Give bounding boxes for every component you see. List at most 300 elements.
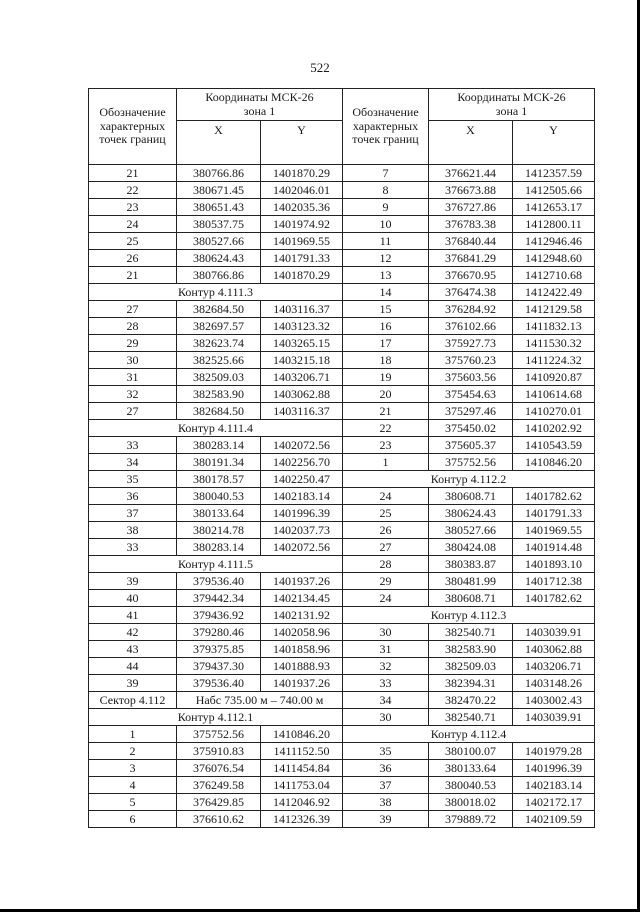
- x-column-header: X: [429, 121, 513, 165]
- point-id-cell: 23: [89, 199, 177, 216]
- contour-title-row: [89, 284, 343, 301]
- x-coordinate-cell: 380214.78: [177, 522, 261, 539]
- x-coordinate-cell: 376621.44: [429, 165, 513, 182]
- table-row: [89, 369, 343, 386]
- y-coordinate-cell: 1412800.11: [513, 216, 595, 233]
- y-coordinate-cell: 1403039.91: [513, 624, 595, 641]
- point-id-cell: 24: [343, 488, 429, 505]
- point-id-cell: 27: [89, 403, 177, 420]
- contour-title-row: [89, 556, 343, 573]
- x-coordinate-cell: 379280.46: [177, 624, 261, 641]
- table-row: [89, 573, 343, 590]
- point-id-cell: 43: [89, 641, 177, 658]
- point-id-cell: 39: [343, 811, 429, 828]
- y-coordinate-cell: 1401996.39: [513, 760, 595, 777]
- y-coordinate-cell: 1410270.01: [513, 403, 595, 420]
- point-id-cell: 37: [343, 777, 429, 794]
- table-row: [343, 556, 595, 573]
- x-coordinate-cell: 380671.45: [177, 182, 261, 199]
- y-column-header: Y: [513, 121, 595, 165]
- x-coordinate-cell: 375297.46: [429, 403, 513, 420]
- contour-title: Контур 4.112.1: [89, 709, 343, 726]
- y-coordinate-cell: 1410202.92: [513, 420, 595, 437]
- point-id-cell: 33: [89, 437, 177, 454]
- coordinate-system-header: Координаты МСК-26 зона 1: [177, 89, 343, 121]
- y-coordinate-cell: 1403265.15: [261, 335, 343, 352]
- table-row: [343, 233, 595, 250]
- point-id-cell: 26: [343, 522, 429, 539]
- y-coordinate-cell: 1402109.59: [513, 811, 595, 828]
- x-coordinate-cell: 380283.14: [177, 437, 261, 454]
- table-row: [89, 743, 343, 760]
- point-id-cell: 28: [89, 318, 177, 335]
- y-coordinate-cell: 1402072.56: [261, 437, 343, 454]
- point-id-cell: 24: [89, 216, 177, 233]
- x-coordinate-cell: 380624.43: [177, 250, 261, 267]
- table-row: [343, 675, 595, 692]
- point-id-cell: 29: [343, 573, 429, 590]
- y-coordinate-cell: 1401893.10: [513, 556, 595, 573]
- table-row: [89, 318, 343, 335]
- table-row: [343, 709, 595, 726]
- x-coordinate-cell: 376102.66: [429, 318, 513, 335]
- table-row: [343, 369, 595, 386]
- y-coordinate-cell: 1401979.28: [513, 743, 595, 760]
- table-row: [89, 522, 343, 539]
- point-id-cell: 23: [343, 437, 429, 454]
- y-coordinate-cell: 1402134.45: [261, 590, 343, 607]
- y-coordinate-cell: 1412129.58: [513, 301, 595, 318]
- x-coordinate-cell: 382684.50: [177, 403, 261, 420]
- x-coordinate-cell: 380283.14: [177, 539, 261, 556]
- y-column-header: Y: [261, 121, 343, 165]
- point-id-cell: 32: [89, 386, 177, 403]
- y-coordinate-cell: 1402131.92: [261, 607, 343, 624]
- x-coordinate-cell: 379436.92: [177, 607, 261, 624]
- x-coordinate-cell: 375752.56: [177, 726, 261, 743]
- x-coordinate-cell: 380651.43: [177, 199, 261, 216]
- contour-title-row: [343, 607, 595, 624]
- point-id-cell: 7: [343, 165, 429, 182]
- x-coordinate-cell: 380191.34: [177, 454, 261, 471]
- table-body-right: [343, 165, 595, 828]
- point-id-cell: 21: [89, 267, 177, 284]
- contour-title: Контур 4.111.3: [89, 284, 343, 301]
- y-coordinate-cell: 1412505.66: [513, 182, 595, 199]
- y-coordinate-cell: 1412710.68: [513, 267, 595, 284]
- table-row: [89, 777, 343, 794]
- x-coordinate-cell: 380537.75: [177, 216, 261, 233]
- point-id-cell: 8: [343, 182, 429, 199]
- table-row: [89, 199, 343, 216]
- y-coordinate-cell: 1403206.71: [513, 658, 595, 675]
- y-coordinate-cell: 1412357.59: [513, 165, 595, 182]
- y-coordinate-cell: 1401888.93: [261, 658, 343, 675]
- y-coordinate-cell: 1401791.33: [513, 505, 595, 522]
- y-coordinate-cell: 1401782.62: [513, 488, 595, 505]
- y-coordinate-cell: 1401937.26: [261, 573, 343, 590]
- y-coordinate-cell: 1411832.13: [513, 318, 595, 335]
- point-id-cell: 44: [89, 658, 177, 675]
- point-id-cell: 35: [89, 471, 177, 488]
- point-designation-header: Обозначение характерных точек границ: [89, 89, 177, 165]
- y-coordinate-cell: 1412422.49: [513, 284, 595, 301]
- y-coordinate-cell: 1402183.14: [261, 488, 343, 505]
- x-coordinate-cell: 380040.53: [429, 777, 513, 794]
- table-row: [89, 590, 343, 607]
- sector-row: [89, 692, 343, 709]
- point-id-cell: 30: [89, 352, 177, 369]
- y-coordinate-cell: 1410846.20: [513, 454, 595, 471]
- y-coordinate-cell: 1403148.26: [513, 675, 595, 692]
- y-coordinate-cell: 1403116.37: [261, 403, 343, 420]
- y-coordinate-cell: 1412653.17: [513, 199, 595, 216]
- x-coordinate-cell: 376840.44: [429, 233, 513, 250]
- point-id-cell: 14: [343, 284, 429, 301]
- y-coordinate-cell: 1403002.43: [513, 692, 595, 709]
- point-id-cell: 32: [343, 658, 429, 675]
- x-coordinate-cell: 382623.74: [177, 335, 261, 352]
- table-row: [343, 505, 595, 522]
- point-id-cell: 25: [343, 505, 429, 522]
- table-row: [89, 386, 343, 403]
- y-coordinate-cell: 1403062.88: [261, 386, 343, 403]
- point-id-cell: 26: [89, 250, 177, 267]
- point-id-cell: 24: [343, 590, 429, 607]
- coordinates-table-left: [88, 88, 343, 828]
- x-coordinate-cell: 375752.56: [429, 454, 513, 471]
- coordinates-table-right: [342, 88, 595, 828]
- table-row: [89, 811, 343, 828]
- y-coordinate-cell: 1412046.92: [261, 794, 343, 811]
- y-coordinate-cell: 1402035.36: [261, 199, 343, 216]
- x-coordinate-cell: 376673.88: [429, 182, 513, 199]
- table-row: [89, 233, 343, 250]
- contour-title: Контур 4.111.4: [89, 420, 343, 437]
- table-row: [343, 590, 595, 607]
- point-id-cell: 9: [343, 199, 429, 216]
- point-id-cell: 35: [343, 743, 429, 760]
- x-coordinate-cell: 380133.64: [177, 505, 261, 522]
- x-coordinate-cell: 382540.71: [429, 709, 513, 726]
- y-coordinate-cell: 1403039.91: [513, 709, 595, 726]
- y-coordinate-cell: 1401870.29: [261, 165, 343, 182]
- y-coordinate-cell: 1403116.37: [261, 301, 343, 318]
- point-id-cell: 20: [343, 386, 429, 403]
- table-row: [343, 420, 595, 437]
- x-coordinate-cell: 380608.71: [429, 488, 513, 505]
- x-coordinate-cell: 375910.83: [177, 743, 261, 760]
- table-row: [343, 182, 595, 199]
- table-row: [343, 794, 595, 811]
- point-id-cell: 19: [343, 369, 429, 386]
- table-row: [89, 250, 343, 267]
- x-coordinate-cell: 376284.92: [429, 301, 513, 318]
- table-row: [89, 403, 343, 420]
- point-id-cell: 27: [89, 301, 177, 318]
- table-row: [343, 199, 595, 216]
- sector-label: Сектор 4.112: [89, 692, 177, 709]
- x-coordinate-cell: 375760.23: [429, 352, 513, 369]
- table-row: [89, 335, 343, 352]
- contour-title: Контур 4.112.2: [343, 471, 595, 488]
- table-row: [89, 624, 343, 641]
- point-id-cell: 36: [89, 488, 177, 505]
- x-coordinate-cell: 380527.66: [429, 522, 513, 539]
- table-row: [89, 658, 343, 675]
- table-row: [343, 658, 595, 675]
- x-coordinate-cell: 382394.31: [429, 675, 513, 692]
- sector-height-range: Набс 735.00 м – 740.00 м: [177, 692, 343, 709]
- x-coordinate-cell: 380481.99: [429, 573, 513, 590]
- point-id-cell: 28: [343, 556, 429, 573]
- table-row: [89, 726, 343, 743]
- point-id-cell: 38: [343, 794, 429, 811]
- table-row: [343, 335, 595, 352]
- x-coordinate-cell: 375605.37: [429, 437, 513, 454]
- point-id-cell: 37: [89, 505, 177, 522]
- point-id-cell: 11: [343, 233, 429, 250]
- table-row: [343, 250, 595, 267]
- y-coordinate-cell: 1401996.39: [261, 505, 343, 522]
- point-id-cell: 41: [89, 607, 177, 624]
- point-id-cell: 10: [343, 216, 429, 233]
- point-id-cell: 18: [343, 352, 429, 369]
- y-coordinate-cell: 1402058.96: [261, 624, 343, 641]
- table-row: [343, 437, 595, 454]
- table-row: [343, 811, 595, 828]
- y-coordinate-cell: 1402046.01: [261, 182, 343, 199]
- contour-title: Контур 4.112.3: [343, 607, 595, 624]
- table-row: [89, 267, 343, 284]
- x-coordinate-cell: 380040.53: [177, 488, 261, 505]
- y-coordinate-cell: 1402250.47: [261, 471, 343, 488]
- table-row: [89, 165, 343, 182]
- table-row: [343, 488, 595, 505]
- x-coordinate-cell: 382509.03: [429, 658, 513, 675]
- point-designation-header: Обозначение характерных точек границ: [343, 89, 429, 165]
- point-id-cell: 39: [89, 573, 177, 590]
- contour-title-row: [89, 709, 343, 726]
- x-coordinate-cell: 376474.38: [429, 284, 513, 301]
- x-coordinate-cell: 380766.86: [177, 267, 261, 284]
- page-number: 522: [310, 60, 330, 75]
- table-row: [343, 216, 595, 233]
- point-id-cell: 12: [343, 250, 429, 267]
- x-coordinate-cell: 375454.63: [429, 386, 513, 403]
- x-coordinate-cell: 376610.62: [177, 811, 261, 828]
- table-row: [343, 624, 595, 641]
- point-id-cell: 34: [89, 454, 177, 471]
- table-row: [343, 454, 595, 471]
- y-coordinate-cell: 1401782.62: [513, 590, 595, 607]
- x-coordinate-cell: 379536.40: [177, 573, 261, 590]
- table-row: [89, 182, 343, 199]
- x-coordinate-cell: 376727.86: [429, 199, 513, 216]
- point-id-cell: 1: [89, 726, 177, 743]
- point-id-cell: 2: [89, 743, 177, 760]
- table-row: [343, 573, 595, 590]
- point-id-cell: 39: [89, 675, 177, 692]
- x-coordinate-cell: 380018.02: [429, 794, 513, 811]
- y-coordinate-cell: 1401974.92: [261, 216, 343, 233]
- y-coordinate-cell: 1402172.17: [513, 794, 595, 811]
- y-coordinate-cell: 1411224.32: [513, 352, 595, 369]
- x-coordinate-cell: 380424.08: [429, 539, 513, 556]
- x-coordinate-cell: 382583.90: [177, 386, 261, 403]
- point-id-cell: 22: [89, 182, 177, 199]
- point-id-cell: 27: [343, 539, 429, 556]
- x-coordinate-cell: 380133.64: [429, 760, 513, 777]
- x-coordinate-cell: 380527.66: [177, 233, 261, 250]
- point-id-cell: 1: [343, 454, 429, 471]
- point-id-cell: 4: [89, 777, 177, 794]
- y-coordinate-cell: 1411530.32: [513, 335, 595, 352]
- point-id-cell: 3: [89, 760, 177, 777]
- table-row: [89, 505, 343, 522]
- contour-title: Контур 4.111.5: [89, 556, 343, 573]
- y-coordinate-cell: 1411454.84: [261, 760, 343, 777]
- x-coordinate-cell: 382583.90: [429, 641, 513, 658]
- table-row: [343, 760, 595, 777]
- x-coordinate-cell: 375603.56: [429, 369, 513, 386]
- table-row: [343, 522, 595, 539]
- x-coordinate-cell: 382470.22: [429, 692, 513, 709]
- table-row: [89, 675, 343, 692]
- table-row: [343, 301, 595, 318]
- table-row: [343, 692, 595, 709]
- table-row: [89, 641, 343, 658]
- y-coordinate-cell: 1401791.33: [261, 250, 343, 267]
- x-coordinate-cell: 380608.71: [429, 590, 513, 607]
- table-header: [89, 89, 343, 165]
- x-coordinate-cell: 380383.87: [429, 556, 513, 573]
- y-coordinate-cell: 1410614.68: [513, 386, 595, 403]
- x-coordinate-cell: 382509.03: [177, 369, 261, 386]
- y-coordinate-cell: 1403206.71: [261, 369, 343, 386]
- x-coordinate-cell: 376783.38: [429, 216, 513, 233]
- x-coordinate-cell: 380178.57: [177, 471, 261, 488]
- point-id-cell: 6: [89, 811, 177, 828]
- table-row: [343, 267, 595, 284]
- table-row: [89, 437, 343, 454]
- table-row: [343, 777, 595, 794]
- y-coordinate-cell: 1412326.39: [261, 811, 343, 828]
- table-row: [343, 539, 595, 556]
- x-coordinate-cell: 375927.73: [429, 335, 513, 352]
- table-row: [89, 607, 343, 624]
- x-coordinate-cell: 380624.43: [429, 505, 513, 522]
- y-coordinate-cell: 1410543.59: [513, 437, 595, 454]
- x-coordinate-cell: 382540.71: [429, 624, 513, 641]
- y-coordinate-cell: 1412948.60: [513, 250, 595, 267]
- x-coordinate-cell: 379437.30: [177, 658, 261, 675]
- table-row: [89, 454, 343, 471]
- table-row: [89, 471, 343, 488]
- point-id-cell: 34: [343, 692, 429, 709]
- y-coordinate-cell: 1402037.73: [261, 522, 343, 539]
- table-body-left: [89, 165, 343, 828]
- point-id-cell: 16: [343, 318, 429, 335]
- contour-title-row: [343, 726, 595, 743]
- y-coordinate-cell: 1403062.88: [513, 641, 595, 658]
- x-coordinate-cell: 376076.54: [177, 760, 261, 777]
- y-coordinate-cell: 1410920.87: [513, 369, 595, 386]
- y-coordinate-cell: 1401712.38: [513, 573, 595, 590]
- x-coordinate-cell: 379442.34: [177, 590, 261, 607]
- point-id-cell: 30: [343, 709, 429, 726]
- y-coordinate-cell: 1401870.29: [261, 267, 343, 284]
- table-row: [343, 352, 595, 369]
- table-row: [343, 318, 595, 335]
- table-row: [89, 760, 343, 777]
- point-id-cell: 30: [343, 624, 429, 641]
- y-coordinate-cell: 1411753.04: [261, 777, 343, 794]
- contour-title-row: [343, 471, 595, 488]
- contour-title-row: [89, 420, 343, 437]
- x-coordinate-cell: 379375.85: [177, 641, 261, 658]
- x-coordinate-cell: 376249.58: [177, 777, 261, 794]
- table-row: [89, 216, 343, 233]
- table-row: [343, 403, 595, 420]
- point-id-cell: 33: [343, 675, 429, 692]
- y-coordinate-cell: 1402183.14: [513, 777, 595, 794]
- point-id-cell: 42: [89, 624, 177, 641]
- x-coordinate-cell: 380100.07: [429, 743, 513, 760]
- x-coordinate-cell: 382684.50: [177, 301, 261, 318]
- table-row: [89, 539, 343, 556]
- point-id-cell: 31: [343, 641, 429, 658]
- y-coordinate-cell: 1410846.20: [261, 726, 343, 743]
- point-id-cell: 25: [89, 233, 177, 250]
- point-id-cell: 21: [343, 403, 429, 420]
- point-id-cell: 40: [89, 590, 177, 607]
- y-coordinate-cell: 1401969.55: [261, 233, 343, 250]
- point-id-cell: 13: [343, 267, 429, 284]
- x-coordinate-cell: 376429.85: [177, 794, 261, 811]
- table-row: [343, 165, 595, 182]
- contour-title: Контур 4.112.4: [343, 726, 595, 743]
- y-coordinate-cell: 1401937.26: [261, 675, 343, 692]
- point-id-cell: 21: [89, 165, 177, 182]
- x-coordinate-cell: 379889.72: [429, 811, 513, 828]
- table-row: [343, 386, 595, 403]
- coordinate-system-header: Координаты МСК-26 зона 1: [429, 89, 595, 121]
- x-coordinate-cell: 382525.66: [177, 352, 261, 369]
- point-id-cell: 33: [89, 539, 177, 556]
- point-id-cell: 36: [343, 760, 429, 777]
- x-coordinate-cell: 376670.95: [429, 267, 513, 284]
- x-column-header: X: [177, 121, 261, 165]
- y-coordinate-cell: 1411152.50: [261, 743, 343, 760]
- y-coordinate-cell: 1401858.96: [261, 641, 343, 658]
- table-row: [89, 301, 343, 318]
- point-id-cell: 29: [89, 335, 177, 352]
- y-coordinate-cell: 1401969.55: [513, 522, 595, 539]
- y-coordinate-cell: 1401914.48: [513, 539, 595, 556]
- x-coordinate-cell: 380766.86: [177, 165, 261, 182]
- y-coordinate-cell: 1403123.32: [261, 318, 343, 335]
- y-coordinate-cell: 1402256.70: [261, 454, 343, 471]
- table-row: [89, 352, 343, 369]
- table-row: [89, 794, 343, 811]
- point-id-cell: 31: [89, 369, 177, 386]
- y-coordinate-cell: 1412946.46: [513, 233, 595, 250]
- point-id-cell: 22: [343, 420, 429, 437]
- point-id-cell: 5: [89, 794, 177, 811]
- table-row: [343, 641, 595, 658]
- x-coordinate-cell: 379536.40: [177, 675, 261, 692]
